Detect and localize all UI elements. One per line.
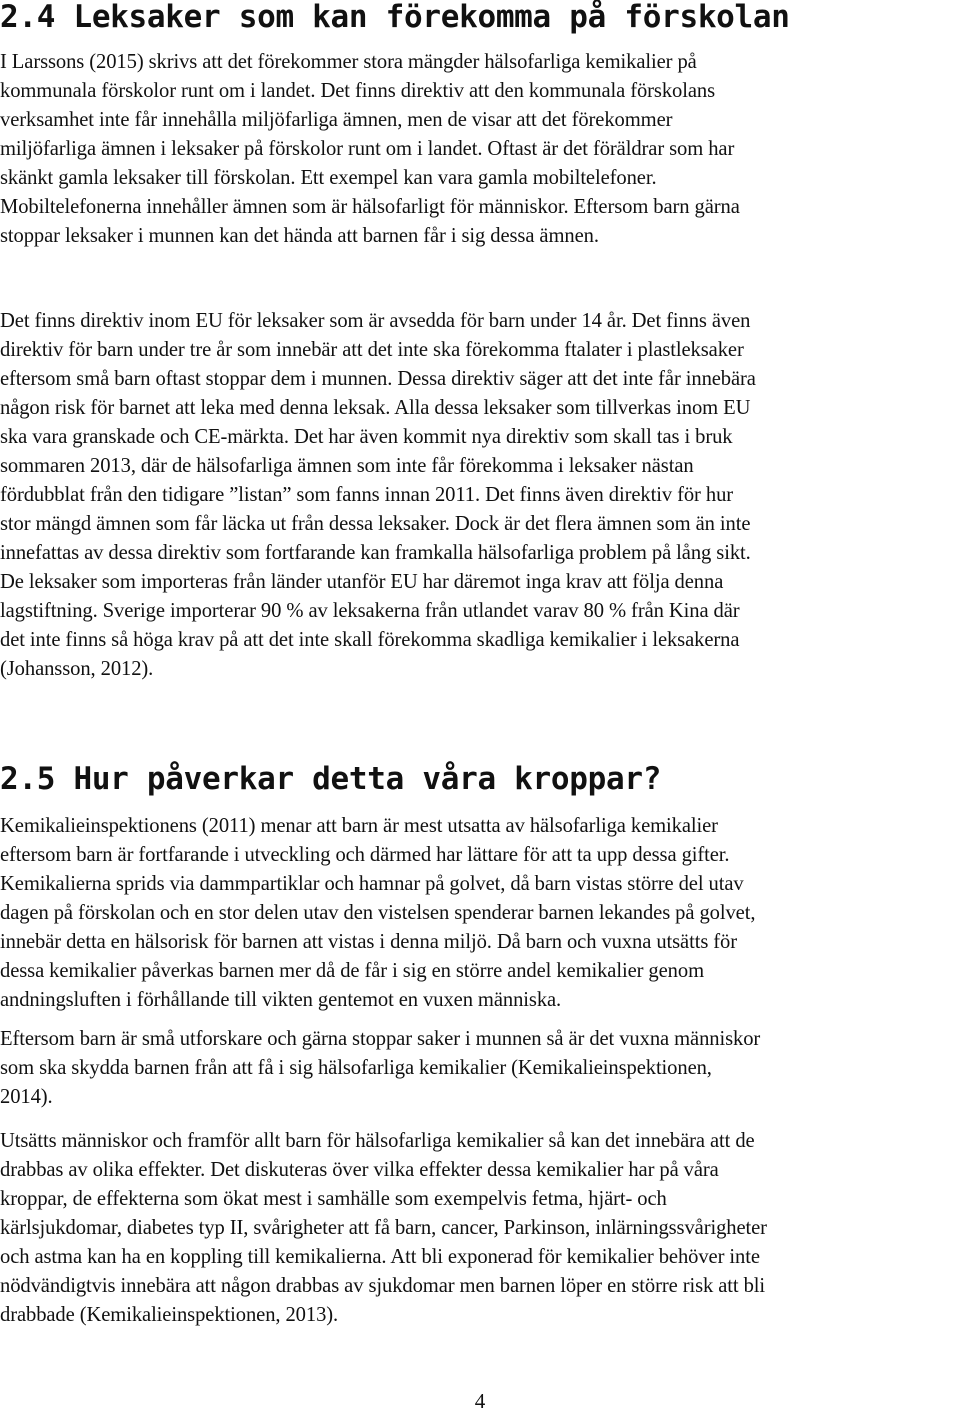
paragraph [0, 48, 960, 251]
section-heading-2-5: 2.5 Hur påverkar detta våra kroppar? [0, 761, 662, 797]
text-line: nödvändigtvis innebära att någon drabbas av sjukdomar men barnen löper en större risk att bli [0, 1275, 766, 1297]
text-line: skänkt gamla leksaker till förskolan. Ett exempel kan vara gamla mobiltelefoner. [0, 167, 657, 189]
text-line: eftersom små barn oftast stoppar dem i munnen. Dessa direktiv säger att det inte får innebära [0, 368, 756, 390]
text-line: innebär detta en hälsorisk för barnen att vistas i denna miljö. Då barn och vuxna utsätts för [0, 931, 738, 953]
text-line: kärlsjukdomar, diabetes typ II, svårigheter att få barn, cancer, Parkinson, inlärningssvårigheter [0, 1217, 767, 1239]
text-line: det inte finns så höga krav på att det inte skall förekomma skadliga kemikalier i leksakerna [0, 629, 740, 651]
text-line: Mobiltelefonerna innehåller ämnen som är hälsofarligt för människor. Eftersom barn gärna [0, 196, 740, 218]
text-line: dessa kemikalier påverkas barnen mer då de får i sig en större andel kemikalier genom [0, 960, 704, 982]
text-line: fördubblat från den tidigare ”listan” som fanns innan 2011. Det finns även direktiv för hur [0, 484, 734, 506]
text-line: stoppar leksaker i munnen kan det hända att barnen får i sig dessa ämnen. [0, 225, 599, 247]
paragraph [0, 307, 960, 684]
text-line: verksamhet inte får innehålla miljöfarliga ämnen, men de visar att det förekommer [0, 109, 673, 131]
text-line: kroppar, de effekterna som ökat mest i samhälle som exempelvis fetma, hjärt- och [0, 1188, 667, 1210]
text-line: och astma kan ha en koppling till kemikalierna. Att bli exponerad för kemikalier behöver inte [0, 1246, 760, 1268]
text-line: innefattas av dessa direktiv som fortfarande kan framkalla hälsofarliga problem på lång sikt. [0, 542, 751, 564]
text-line: Kemikalieinspektionens (2011) menar att barn är mest utsatta av hälsofarliga kemikalier [0, 815, 718, 837]
page-number: 4 [474, 1389, 486, 1413]
text-line: De leksaker som importeras från länder utanför EU har däremot inga krav att följa denna [0, 571, 724, 593]
text-line: Kemikalierna sprids via dammpartiklar och hamnar på golvet, då barn vistas större del utav [0, 873, 744, 895]
text-line: stor mängd ämnen som får läcka ut från dessa leksaker. Dock är det flera ämnen som än inte [0, 513, 751, 535]
text-line: lagstiftning. Sverige importerar 90 % av leksakerna från utlandet varav 80 % från Kina där [0, 600, 740, 622]
paragraph [0, 1127, 960, 1330]
section-heading-2-4: 2.4 Leksaker som kan förekomma på förskolan [0, 0, 790, 35]
text-line: dagen på förskolan och en stor delen utav den vistelsen spenderar barnen lekandes på golvet, [0, 902, 756, 924]
text-line: Eftersom barn är små utforskare och gärna stoppar saker i munnen så är det vuxna människor [0, 1028, 761, 1050]
text-line: ska vara granskade och CE-märkta. Det har även kommit nya direktiv som skall tas i bruk [0, 426, 733, 448]
text-line: som ska skydda barnen från att få i sig hälsofarliga kemikalier (Kemikalieinspektionen, [0, 1057, 712, 1079]
text-line: 2014). [0, 1086, 53, 1108]
text-line: sommaren 2013, där de hälsofarliga ämnen som inte får förekomma i leksaker nästan [0, 455, 694, 477]
text-line: miljöfarliga ämnen i leksaker på förskolor runt om i landet. Oftast är det föräldrar som har [0, 138, 735, 160]
text-line: någon risk för barnet att leka med denna leksak. Alla dessa leksaker som tillverkas inom EU [0, 397, 751, 419]
text-line: drabbas av olika effekter. Det diskuteras över vilka effekter dessa kemikalier har på våra [0, 1159, 719, 1181]
text-line: kommunala förskolor runt om i landet. Det finns direktiv att den kommunala förskolans [0, 80, 715, 102]
text-line: I Larssons (2015) skrivs att det förekommer stora mängder hälsofarliga kemikalier på [0, 51, 697, 73]
text-line: Det finns direktiv inom EU för leksaker som är avsedda för barn under 14 år. Det finns även [0, 310, 751, 332]
text-line: Utsätts människor och framför allt barn för hälsofarliga kemikalier så kan det innebära att de [0, 1130, 755, 1152]
paragraph [0, 812, 960, 1015]
text-line: eftersom barn är fortfarande i utveckling och därmed har lättare för att ta upp dessa gifter. [0, 844, 730, 866]
text-line: direktiv för barn under tre år som innebär att det inte ska förekomma ftalater i plastleksaker [0, 339, 744, 361]
text-line: drabbade (Kemikalieinspektionen, 2013). [0, 1304, 339, 1326]
text-line: andningsluften i förhållande till vikten gentemot en vuxen människa. [0, 989, 562, 1011]
paragraph [0, 1025, 960, 1112]
text-line: (Johansson, 2012). [0, 658, 154, 680]
